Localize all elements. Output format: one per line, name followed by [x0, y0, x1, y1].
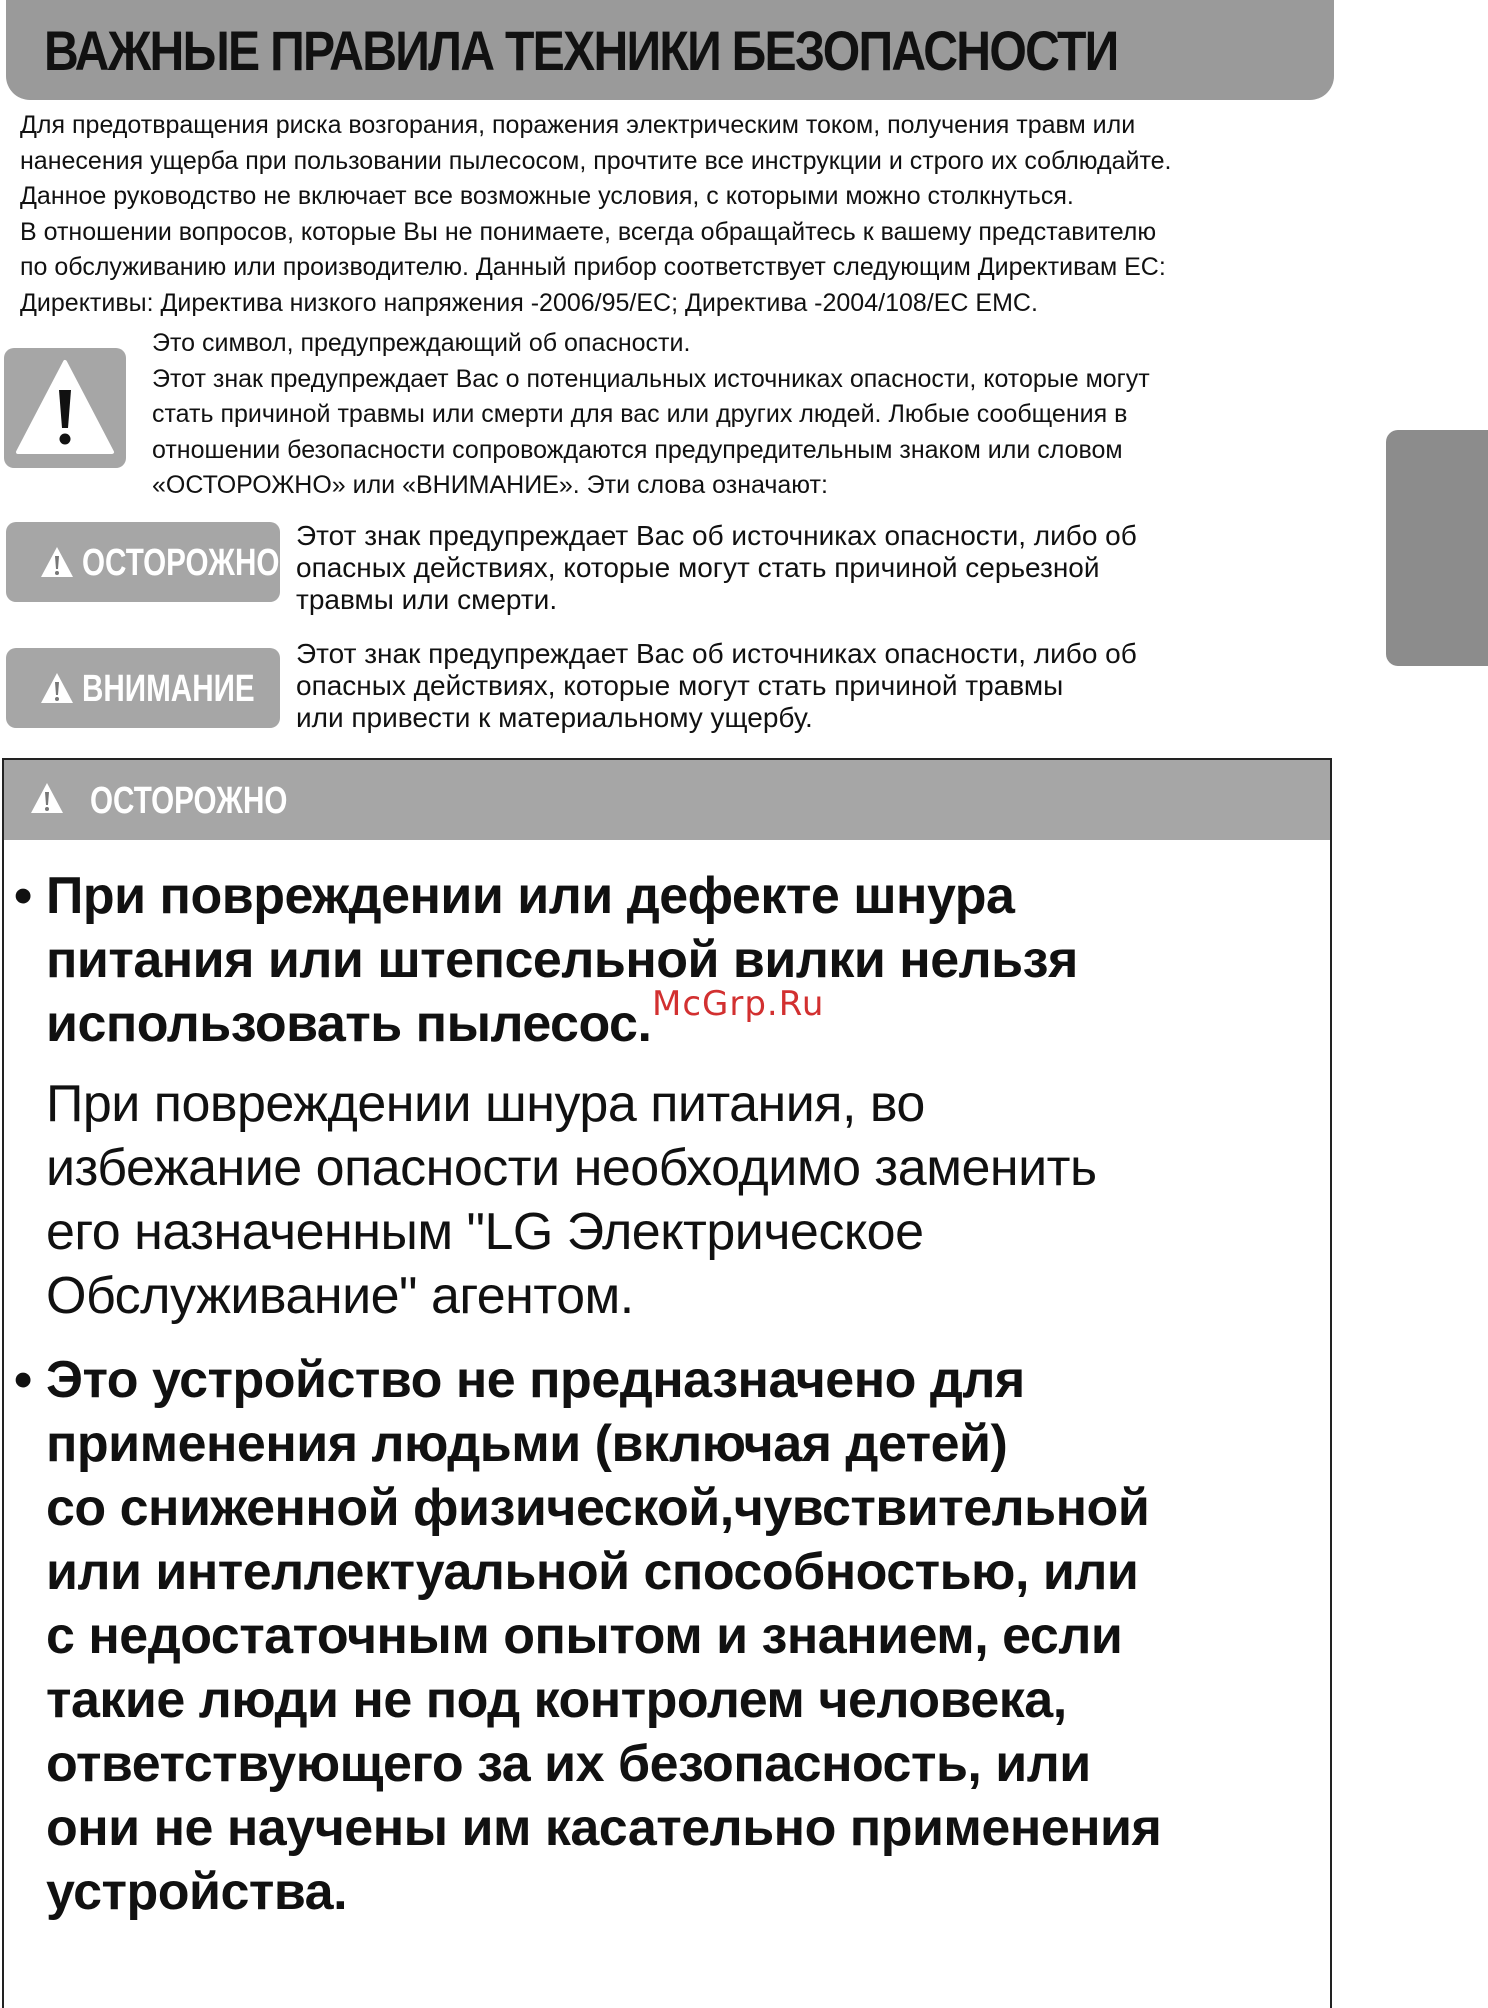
item-bold-line: устройства.	[46, 1863, 348, 1921]
intro-line: по обслуживанию или производителю. Данный прибор соответствует следующим Директивам ЕС:	[20, 253, 1166, 281]
page-title: ВАЖНЫЕ ПРАВИЛА ТЕХНИКИ БЕЗОПАСНОСТИ	[44, 19, 1118, 82]
symbol-line: отношении безопасности сопровождаются предупредительным знаком или словом	[152, 435, 1123, 464]
intro-line: Данное руководство не включает все возможные условия, с которыми можно столкнуться.	[20, 182, 1074, 210]
caution-line: опасных действиях, которые могут стать причиной травмы	[296, 670, 1064, 701]
symbol-line: Это символ, предупреждающий об опасности.	[152, 329, 691, 357]
safety-symbol-description	[152, 326, 1150, 504]
item-bold-line: такие люди не под контролем человека,	[46, 1671, 1067, 1729]
item-bold-line: со сниженной физической,чувствительной	[46, 1479, 1150, 1537]
bullet: •	[14, 867, 33, 925]
symbol-line: «ОСТОРОЖНО» или «ВНИМАНИЕ». Эти слова означают:	[152, 471, 828, 499]
caution-badge-label: ВНИМАНИЕ	[82, 668, 255, 710]
item-regular-line: Обслуживание" агентом.	[46, 1267, 634, 1325]
item-regular-line: его назначенным "LG Электрическое	[46, 1203, 924, 1261]
intro-line: нанесения ущерба при пользовании пылесосом, прочтите все инструкции и строго их соблюдайте.	[20, 146, 1172, 175]
caution-line: или привести к материальному ущербу.	[296, 702, 813, 733]
intro-paragraph	[20, 108, 1350, 321]
item-regular-line: При повреждении шнура питания, во	[46, 1075, 925, 1133]
section-side-tab	[1386, 430, 1488, 666]
symbol-line: Этот знак предупреждает Вас о потенциальных источниках опасности, которые могут	[152, 364, 1150, 393]
item-bold-line: При повреждении или дефекте шнура	[46, 867, 1015, 925]
caution-line: Этот знак предупреждает Вас об источниках опасности, либо об	[296, 638, 1137, 669]
list-item-text	[46, 1348, 1161, 1924]
title-bar	[6, 0, 1334, 100]
symbol-line: стать причиной травмы или смерти для вас или других людей. Любые сообщения в	[152, 400, 1128, 428]
intro-line: Директивы: Директива низкого напряжения -2006/95/ЕС; Директива -2004/108/ЕС ЕМС.	[20, 288, 1038, 317]
warning-badge	[6, 522, 280, 602]
item-bold-line: Это устройство не предназначено для	[46, 1351, 1025, 1409]
intro-line: Для предотвращения риска возгорания, поражения электрическим током, получения травм или	[20, 111, 1136, 139]
caution-section	[2, 758, 1332, 2008]
warning-triangle-icon	[30, 782, 64, 814]
watermark: McGrp.Ru	[652, 984, 825, 1024]
item-bold-line: применения людьми (включая детей)	[46, 1415, 1008, 1473]
caution-description	[296, 638, 1137, 734]
item-bold-line: питания или штепсельной вилки нельзя	[46, 931, 1078, 989]
item-bold-line: с недостаточным опытом и знанием, если	[46, 1607, 1123, 1665]
item-bold-line: ответствующего за их безопасность, или	[46, 1735, 1091, 1793]
bullet: •	[14, 1351, 33, 1409]
warning-line: опасных действиях, которые могут стать причиной серьезной	[296, 552, 1100, 583]
safety-alert-symbol	[4, 348, 126, 468]
item-bold-line: или интеллектуальной способностью, или	[46, 1543, 1139, 1601]
item-bold-line: они не научены им касательно применения	[46, 1799, 1162, 1857]
caution-badge	[6, 648, 280, 728]
caution-section-header	[4, 760, 1330, 840]
warning-description	[296, 520, 1137, 616]
warning-line: травмы или смерти.	[296, 584, 558, 615]
warning-triangle-icon	[15, 358, 115, 458]
item-regular-line: избежание опасности необходимо заменить	[46, 1139, 1097, 1197]
warning-line: Этот знак предупреждает Вас об источниках опасности, либо об	[296, 520, 1137, 551]
warning-triangle-icon	[40, 672, 74, 704]
intro-line: В отношении вопросов, которые Вы не понимаете, всегда обращайтесь к вашему представителю	[20, 217, 1157, 246]
warning-badge-label: ОСТОРОЖНО	[82, 542, 280, 584]
warning-triangle-icon	[40, 546, 74, 578]
list-item-text	[46, 864, 1097, 1328]
caution-section-label: ОСТОРОЖНО	[90, 780, 288, 822]
item-bold-line: использовать пылесос.	[46, 995, 652, 1053]
